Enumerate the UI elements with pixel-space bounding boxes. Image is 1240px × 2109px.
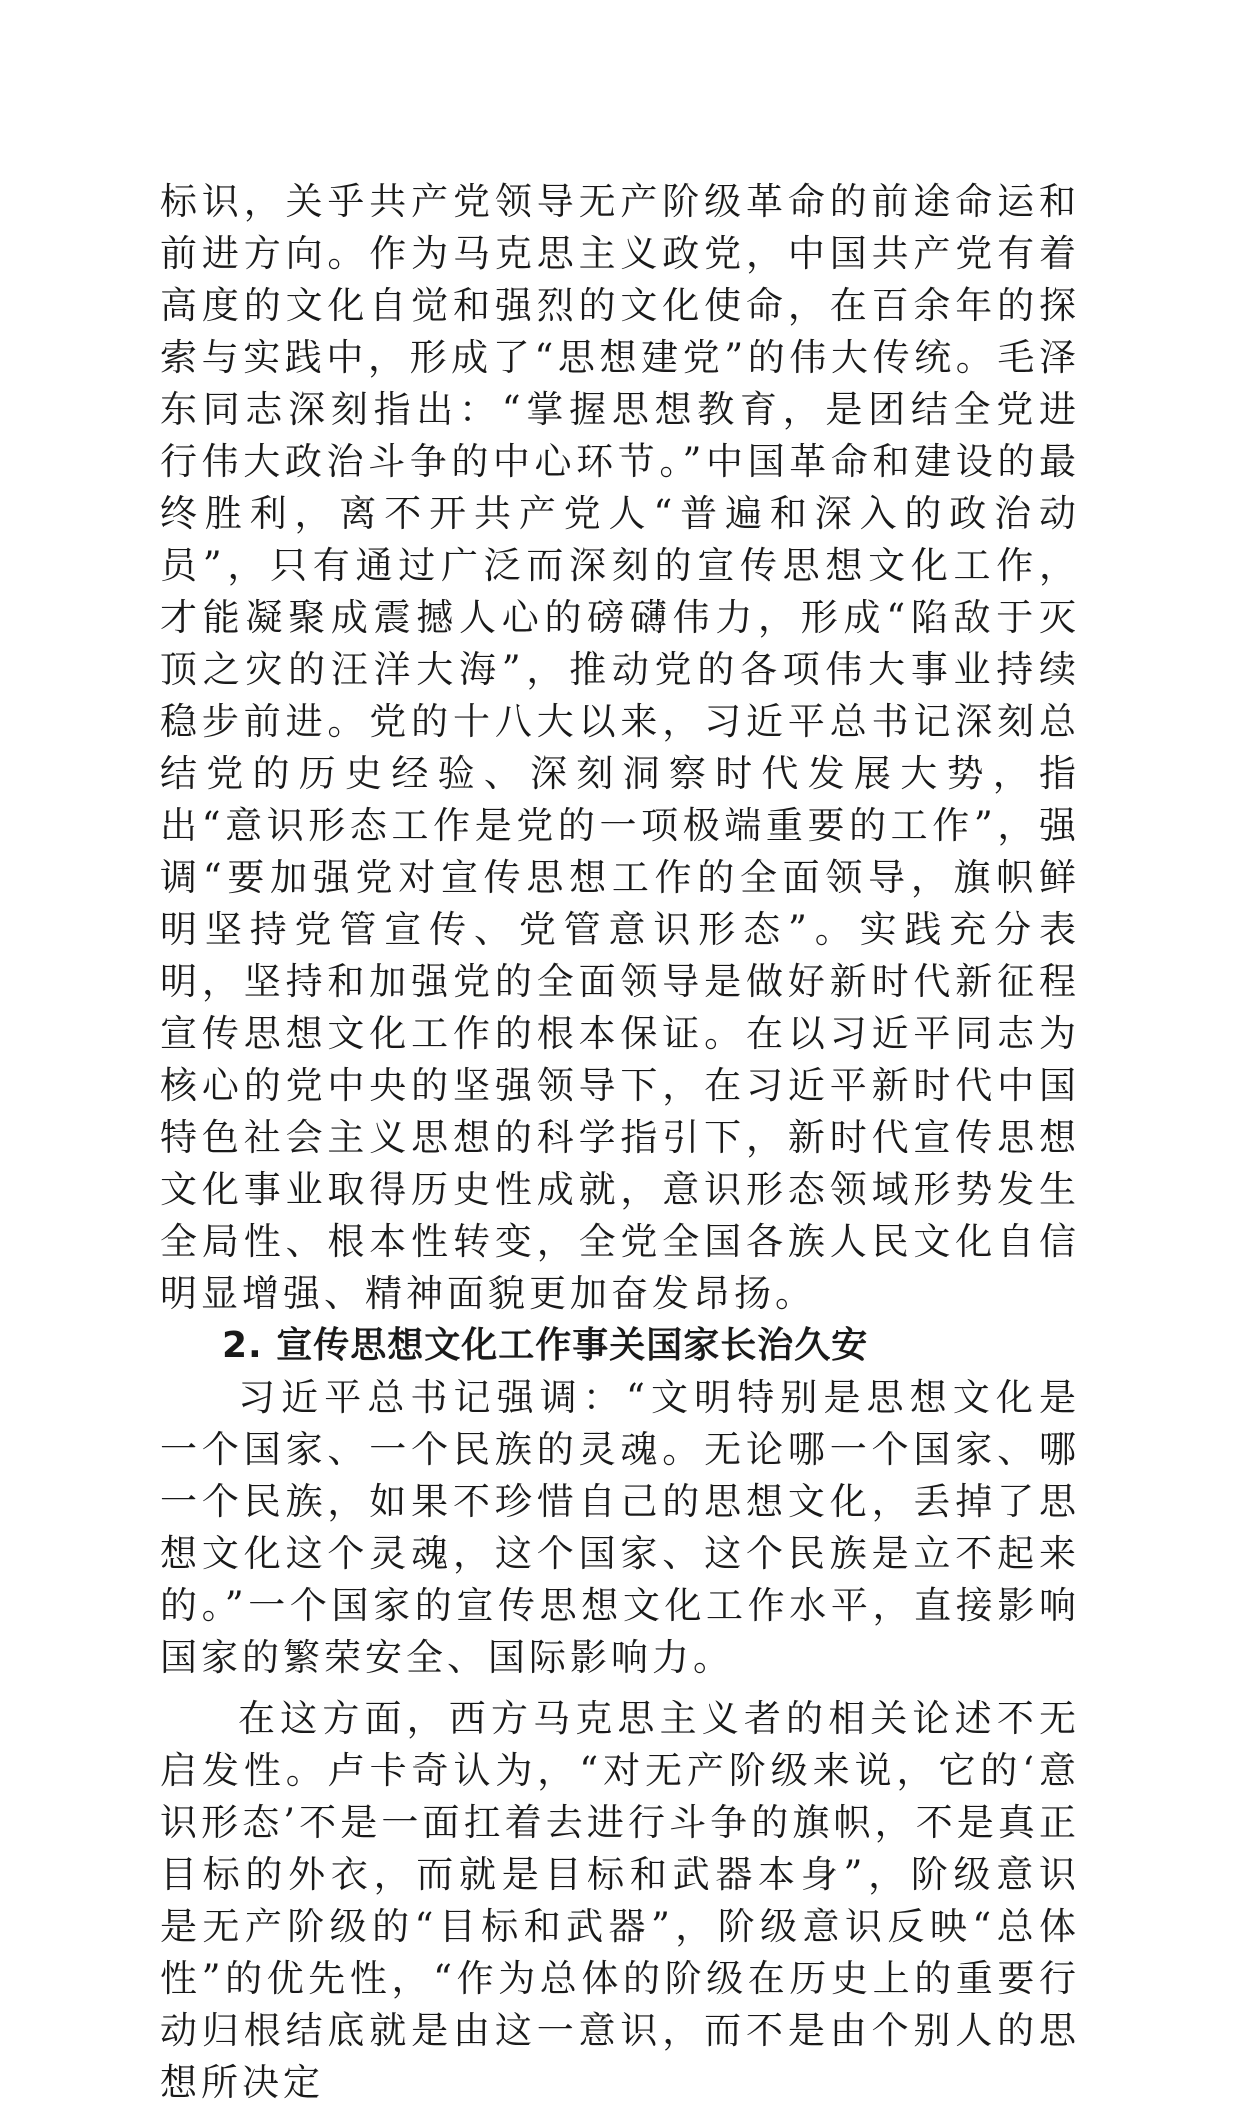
paragraph: 在这方面，西方马克思主义者的相关论述不无启发性。卢卡奇认为，“对无产阶级来说，它的‘意识形态’不是一面扛着去进行斗争的旗帜，不是真正目标的外衣，而就是目标和武器本身”，阶级意识是无产阶级的“目标和武器”，阶级意识反映“总体性”的优先性，“作为总体的阶级在历史上的重要行动归根结底就是由这一意识，而不是由个别人的思想所决定 <box>160 1697 1080 2104</box>
section-heading: 2. 宣传思想文化工作事关国家长治久安 <box>222 1325 869 1366</box>
paragraph: 习近平总书记强调：“文明特别是思想文化是一个国家、一个民族的灵魂。无论哪一个国家、哪一个民族，如果不珍惜自己的思想文化，丢掉了思想文化这个灵魂，这个国家、这个民族是立不起来的。”一个国家的宣传思想文化工作水平，直接影响国家的繁荣安全、国际影响力。 <box>160 1376 1080 1679</box>
document-body <box>160 176 1080 2109</box>
paragraph-continued: 标识，关乎共产党领导无产阶级革命的前途命运和前进方向。作为马克思主义政党，中国共产党有着高度的文化自觉和强烈的文化使命，在百余年的探索与实践中，形成了“思想建党”的伟大传统。毛泽东同志深刻指出：“掌握思想教育，是团结全党进行伟大政治斗争的中心环节。”中国革命和建设的最终胜利，离不开共产党人“普遍和深入的政治动员”，只有通过广泛而深刻的宣传思想文化工作，才能凝聚成震撼人心的磅礴伟力，形成“陷敌于灭顶之灾的汪洋大海”，推动党的各项伟大事业持续稳步前进。党的十八大以来，习近平总书记深刻总结党的历史经验、深刻洞察时代发展大势，指出“意识形态工作是党的一项极端重要的工作”，强调“要加强党对宣传思想工作的全面领导，旗帜鲜明坚持党管宣传、党管意识形态”。实践充分表明，坚持和加强党的全面领导是做好新时代新征程宣传思想文化工作的根本保证。在以习近平同志为核心的党中央的坚强领导下，在习近平新时代中国特色社会主义思想的科学指引下，新时代宣传思想文化事业取得历史性成就，意识形态领域形势发生全局性、根本性转变，全党全国各族人民文化自信明显增强、精神面貌更加奋发昂扬。 <box>160 180 1080 1315</box>
